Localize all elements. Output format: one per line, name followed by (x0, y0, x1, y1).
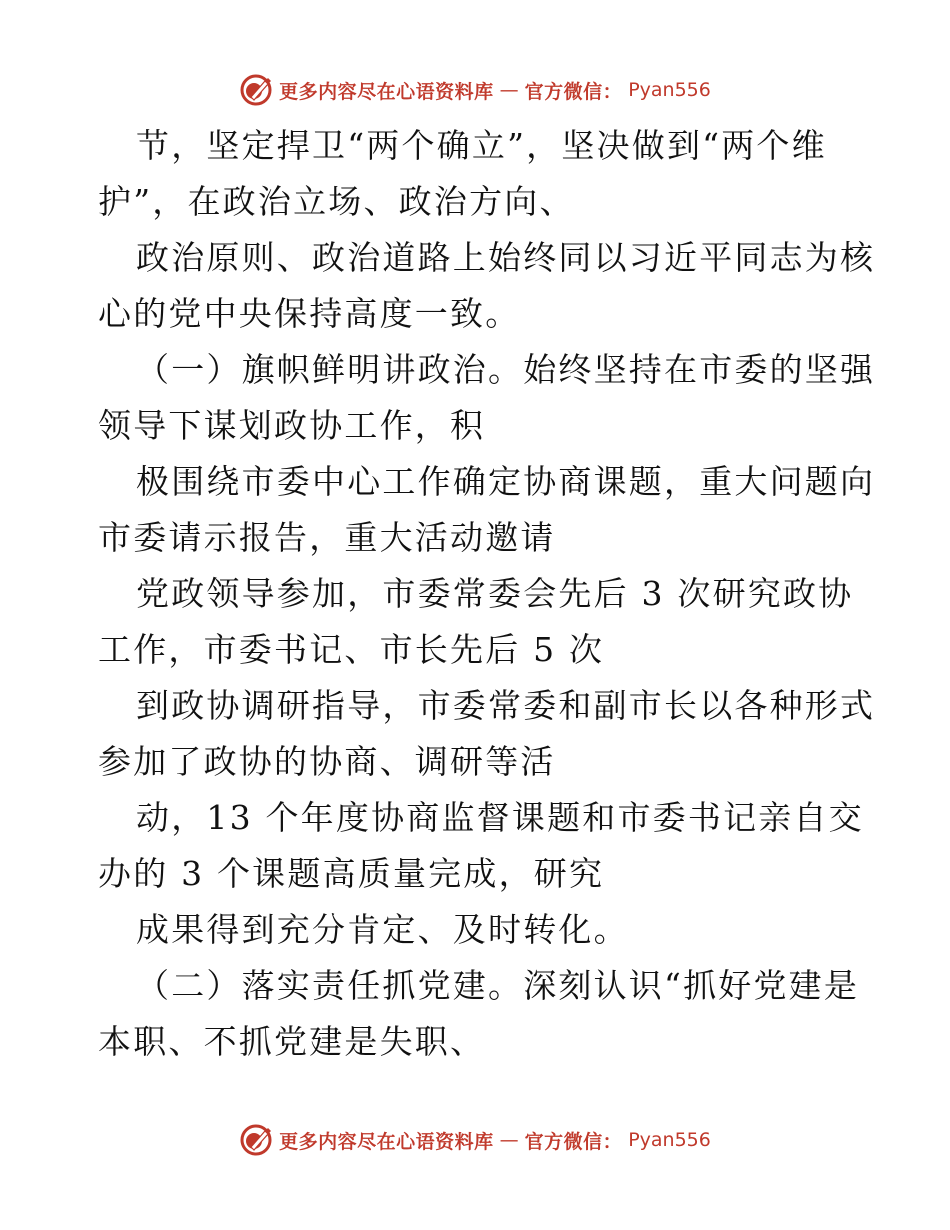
text-line: 市委请示报告，重大活动邀请 (98, 518, 556, 557)
text-line: 领导下谋划政协工作，积 (98, 406, 486, 445)
text-line: 党政领导参加，市委常委会先后 3 次研究政协 (136, 574, 854, 613)
text-line: 动，13 个年度协商监督课题和市委书记亲自交 (136, 798, 864, 837)
banner-title: 更多内容尽在心语资料库 (279, 80, 494, 103)
text-line: 到政协调研指导，市委常委和副市长以各种形式 (136, 686, 876, 725)
text-line: 工作，市委书记、市长先后 5 次 (98, 630, 605, 669)
text-line: 护”，在政治立场、政治方向、 (98, 182, 575, 221)
text-line: （一）旗帜鲜明讲政治。始终坚持在市委的坚强 (136, 350, 876, 389)
header-banner (0, 70, 950, 110)
text-line: （二）落实责任抓党建。深刻认识“抓好党建是 (136, 966, 860, 1005)
banner-subtitle: 官方微信： (524, 1130, 623, 1153)
banner-title: 更多内容尽在心语资料库 (279, 1130, 494, 1153)
text-line: 政治原则、政治道路上始终同以习近平同志为核 (136, 238, 876, 277)
text-line: 节，坚定捍卫“两个确立”，坚决做到“两个维 (136, 126, 827, 165)
banner-id: Pyan556 (628, 1129, 711, 1151)
text-line: 本职、不抓党建是失职、 (98, 1022, 486, 1061)
banner-dash: — (499, 79, 519, 101)
text-line: 参加了政协的协商、调研等活 (98, 742, 556, 781)
text-line: 极围绕市委中心工作确定协商课题，重大问题向 (136, 462, 876, 501)
pen-logo-icon (239, 1123, 273, 1157)
document-body (98, 118, 876, 1070)
footer-banner (0, 1120, 950, 1160)
banner-dash: — (499, 1129, 519, 1151)
pen-logo-icon (239, 73, 273, 107)
text-line: 办的 3 个课题高质量完成，研究 (98, 854, 605, 893)
text-line: 成果得到充分肯定、及时转化。 (136, 910, 629, 949)
banner-subtitle: 官方微信： (524, 80, 623, 103)
banner-id: Pyan556 (628, 79, 711, 101)
text-line: 心的党中央保持高度一致。 (98, 294, 521, 333)
